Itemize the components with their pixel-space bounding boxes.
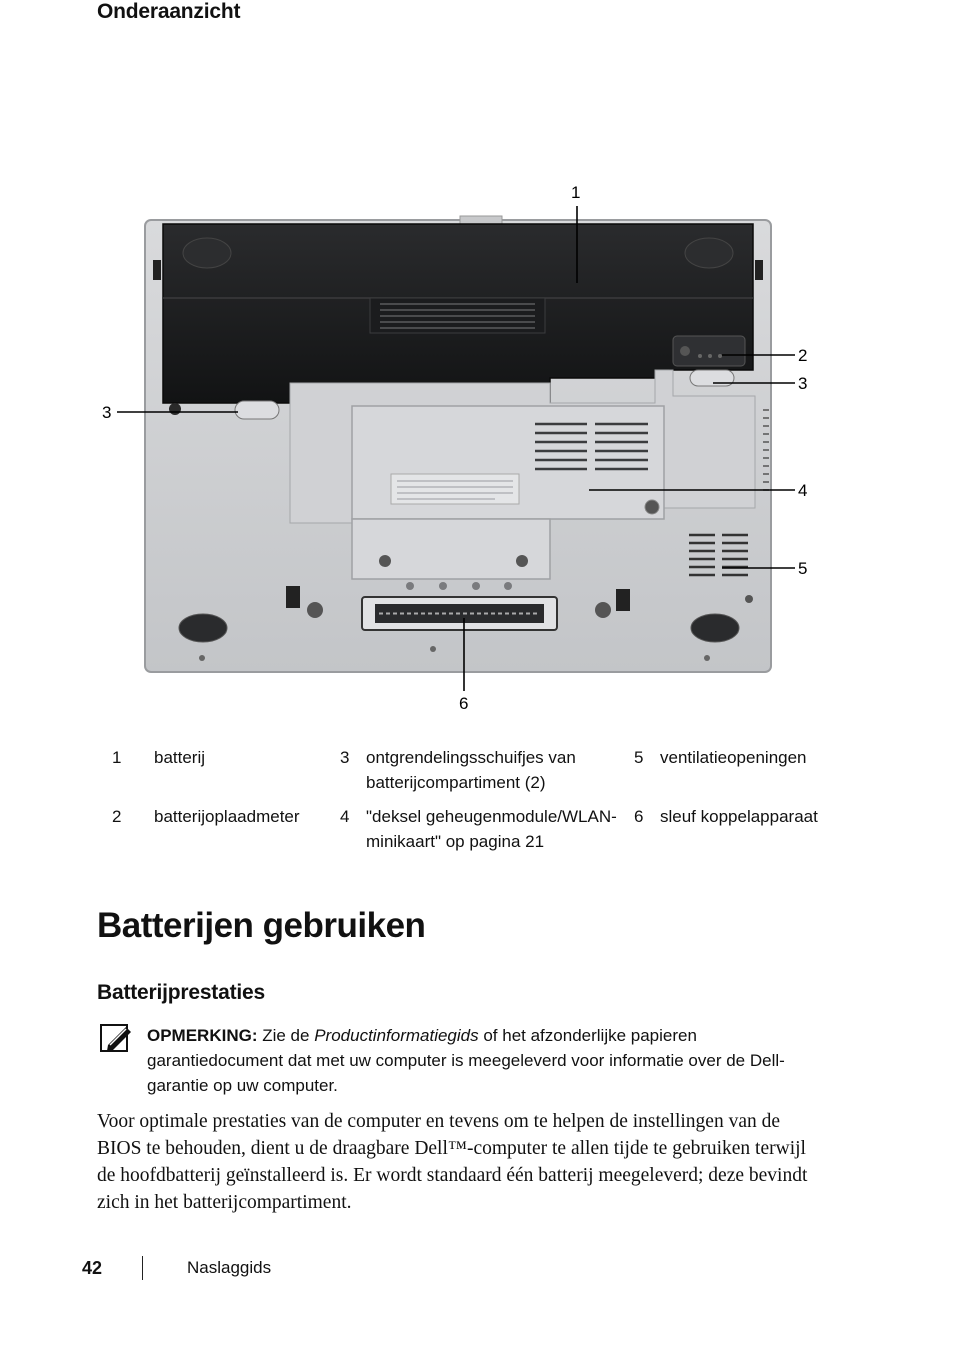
subsection-title: Batterijprestaties bbox=[97, 981, 265, 1004]
legend-number: 2 bbox=[112, 807, 122, 826]
callout-2: 2 bbox=[798, 346, 808, 365]
page-number: 42 bbox=[82, 1258, 103, 1278]
note bbox=[147, 1023, 827, 1098]
legend-number: 1 bbox=[112, 748, 122, 767]
footer-separator bbox=[142, 1256, 143, 1280]
callout-4: 4 bbox=[798, 481, 808, 500]
laptop-bottom-view-figure bbox=[95, 178, 825, 718]
legend-label: ontgrendelingsschuifjes van batterijcompartiment (2) bbox=[366, 748, 576, 792]
callout-3-right: 3 bbox=[798, 374, 808, 393]
legend-number: 5 bbox=[634, 748, 644, 767]
callout-3-left: 3 bbox=[102, 403, 112, 422]
chapter-title: Batterijen gebruiken bbox=[97, 906, 426, 945]
callout-5: 5 bbox=[798, 559, 808, 578]
legend-number: 6 bbox=[634, 807, 644, 826]
legend-label: "deksel geheugenmodule/WLAN-minikaart" op pagina 21 bbox=[366, 807, 617, 851]
note-label: OPMERKING: bbox=[147, 1026, 258, 1045]
legend-label: sleuf koppelapparaat bbox=[660, 807, 818, 826]
legend-number: 3 bbox=[340, 748, 350, 767]
callout-1: 1 bbox=[571, 183, 581, 202]
legend-row bbox=[100, 804, 818, 863]
callout-6: 6 bbox=[459, 694, 469, 713]
section-title: Onderaanzicht bbox=[97, 0, 241, 23]
legend-label: batterij bbox=[154, 748, 206, 767]
guide-name: Naslaggids bbox=[187, 1258, 272, 1277]
pencil-note-icon bbox=[100, 1023, 134, 1053]
note-italic: Productinformatiegids bbox=[314, 1026, 479, 1045]
legend-label: batterijoplaadmeter bbox=[154, 807, 300, 826]
figure-legend bbox=[100, 745, 818, 863]
body-paragraph: Voor optimale prestaties van de computer en tevens om te helpen de instellingen van de BIOS te behouden, dient u de draagbare Dell™-computer te allen tijde te gebruiken terwijl de hoofdbatterij geïnstalleerd is. Er wordt standaard één batterij meegeleverd; deze bevindt zich in het batterijcompartiment. bbox=[97, 1111, 808, 1213]
legend-row bbox=[100, 745, 818, 804]
note-text-before: Zie de bbox=[257, 1026, 315, 1045]
battery-release-latch-left bbox=[235, 401, 279, 419]
legend-number: 4 bbox=[340, 807, 350, 826]
note-text-after: of het afzonderlijke papieren garantiedocument dat met uw computer is meegeleverd voor informatie over de Dell-garantie op uw computer. bbox=[147, 1026, 785, 1095]
legend-label: ventilatieopeningen bbox=[660, 748, 807, 767]
